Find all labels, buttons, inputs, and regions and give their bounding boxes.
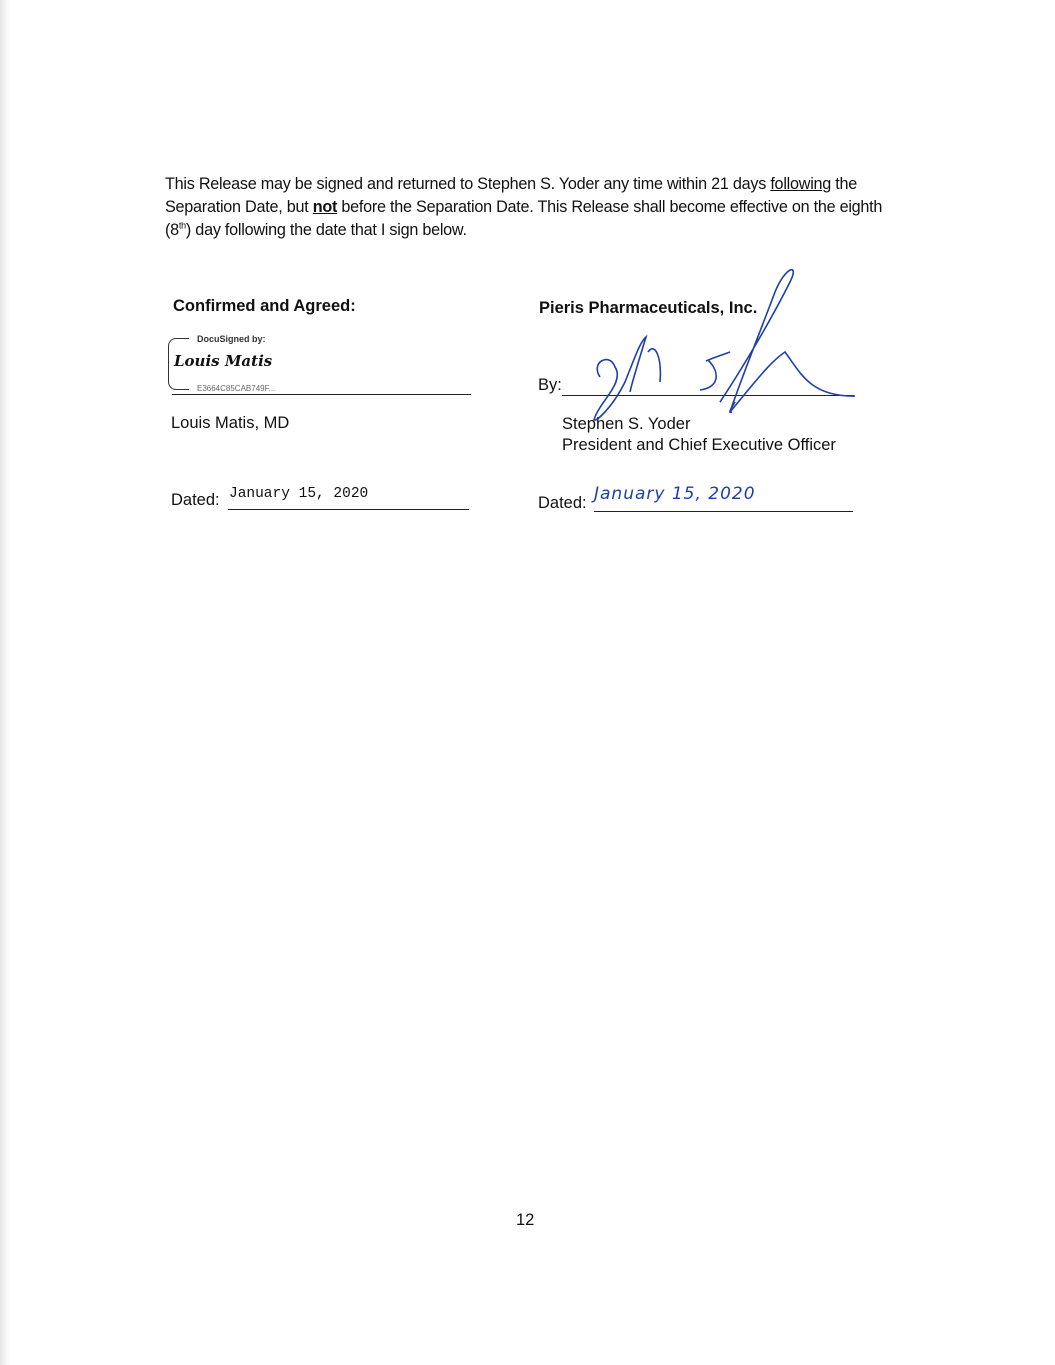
docusign-envelope-id: E3664C85CAB749F... bbox=[197, 384, 276, 393]
release-paragraph bbox=[165, 173, 905, 242]
right-signer-title: President and Chief Executive Officer bbox=[562, 436, 836, 454]
stephen-yoder-signature bbox=[570, 262, 860, 432]
bold-not: not bbox=[312, 198, 338, 216]
paragraph-text: This Release may be signed and returned to Stephen S. Yoder any time within 21 days bbox=[165, 175, 771, 193]
paragraph-text: ) day following the date that I sign below. bbox=[185, 221, 467, 239]
company-heading: Pieris Pharmaceuticals, Inc. bbox=[539, 299, 758, 317]
paragraph-text: the Separation Date, but bbox=[165, 175, 858, 216]
underlined-following: following bbox=[770, 175, 832, 193]
right-date-line bbox=[594, 511, 853, 512]
left-dated-label: Dated: bbox=[171, 491, 220, 509]
louis-matis-signature: Louis Matis bbox=[174, 352, 273, 370]
right-dated-label: Dated: bbox=[538, 494, 587, 512]
scan-edge-shadow bbox=[0, 0, 10, 1365]
left-signature-line bbox=[172, 394, 471, 395]
docusign-label: DocuSigned by: bbox=[197, 334, 266, 344]
page-number: 12 bbox=[516, 1211, 535, 1229]
left-date-line bbox=[228, 509, 469, 510]
left-dated-value: January 15, 2020 bbox=[229, 486, 369, 502]
left-signer-name: Louis Matis, MD bbox=[171, 414, 290, 432]
right-signer-name: Stephen S. Yoder bbox=[562, 415, 691, 433]
confirmed-agreed-heading: Confirmed and Agreed: bbox=[173, 297, 356, 315]
by-label: By: bbox=[538, 376, 562, 394]
right-dated-value: January 15, 2020 bbox=[594, 484, 756, 504]
paragraph-text: before the Separation Date. This Release shall become effective on the eighth (8 bbox=[165, 198, 883, 239]
superscript-th: th bbox=[178, 220, 186, 231]
